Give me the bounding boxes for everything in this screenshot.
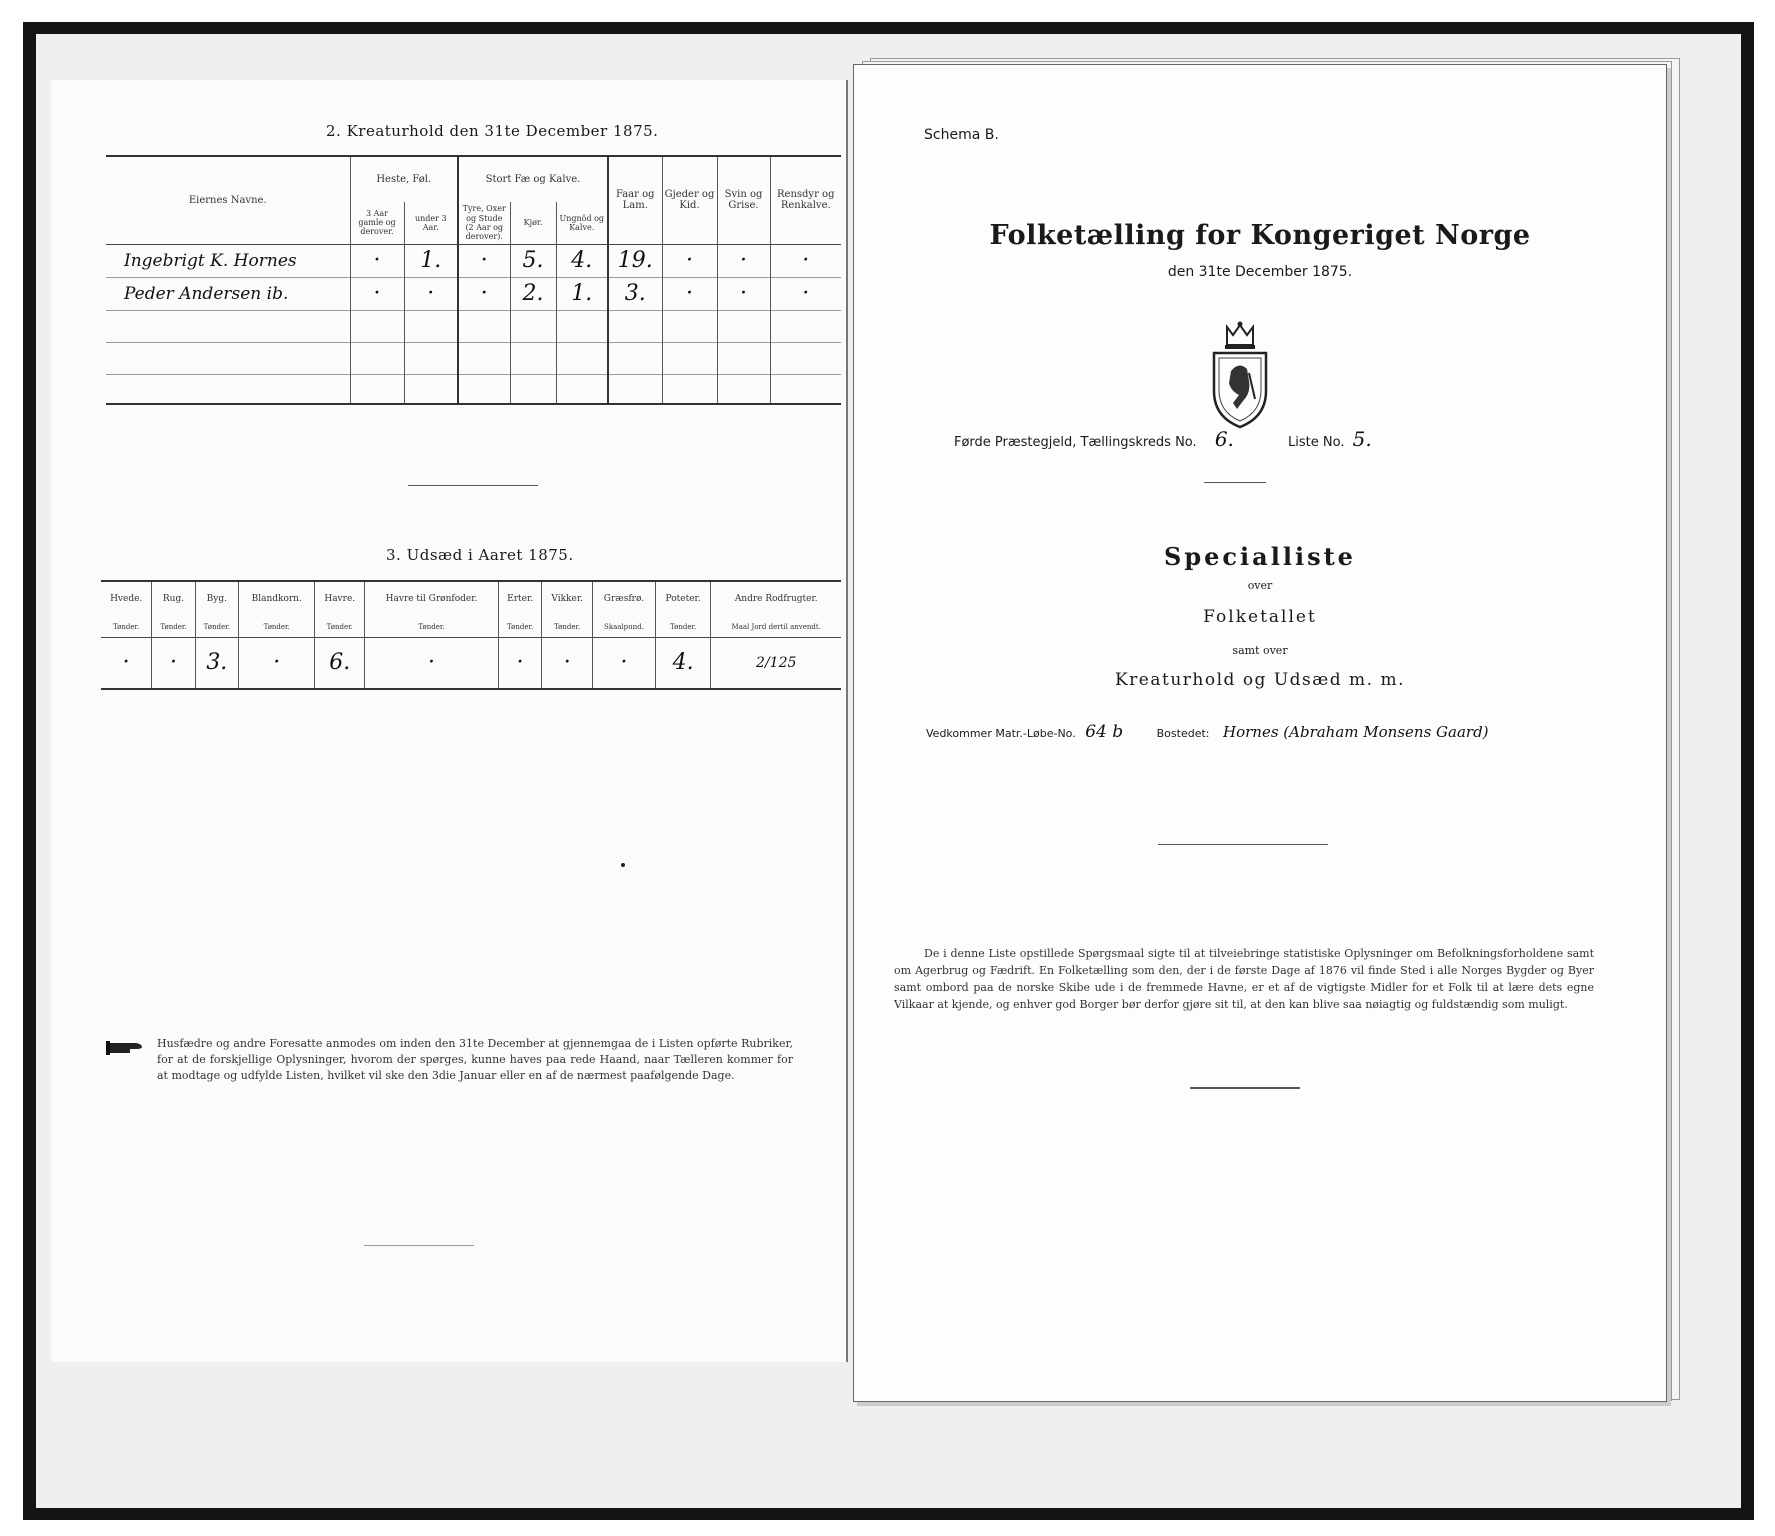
goats-header: Gjeder og Kid. [662,156,717,244]
divider [1190,1087,1300,1089]
district-value: 6. [1214,427,1234,451]
cell: · [717,244,770,277]
cell: 1. [556,277,608,310]
district-label: Tællingskreds No. [1080,435,1197,450]
cell: 19. [608,244,662,277]
seed-crop-header: Havre. [315,581,365,617]
sheep-header: Faar og Lam. [608,156,662,244]
owner-name: Ingebrigt K. Hornes [124,250,297,271]
over-label: over [1247,579,1273,592]
seed-crop-header: Havre til Grønfoder. [365,581,499,617]
cell: 4. [556,244,608,277]
pointing-hand-icon [106,1039,146,1057]
cell: · [770,277,841,310]
cell: 1. [404,244,458,277]
folketallet-label: Folketallet [1203,607,1317,627]
norway-coat-of-arms-icon [1209,321,1271,431]
cows-header: Kjør. [510,202,556,244]
cell: · [404,277,458,310]
seed-table [101,580,841,690]
seed-unit-header: Tønder. [113,622,140,631]
cell: · [350,244,404,277]
calves-header: Ungnöd og Kalve. [556,202,608,244]
pigs-header: Svin og Grise. [717,156,770,244]
livestock-section-title: 2. Kreaturhold den 31te December 1875. [326,122,659,140]
bulls-header: Tyre, Oxer og Stude (2 Aar og derover). [458,202,510,244]
cell: · [717,277,770,310]
seed-value-cell: 4. [655,637,711,689]
table-row [106,374,841,404]
census-date: den 31te December 1875. [1167,264,1353,280]
cell: 2. [510,277,556,310]
seed-value-cell: 6. [315,637,365,689]
table-row [106,277,841,310]
seed-unit-header: Tønder. [655,617,711,637]
cell: · [350,277,404,310]
seed-unit-header: Tønder. [238,617,315,637]
seed-crop-header: Blandkorn. [238,581,315,617]
horses-header: Heste, Føl. [350,156,458,202]
seed-crop-header: Rug. [152,581,195,617]
seed-unit-header: Tønder. [315,617,365,637]
seed-unit-header: Tønder. [542,617,593,637]
parish-label: Førde Præstegjeld, [954,435,1077,450]
seed-value-cell: · [152,637,195,689]
seed-crop-header: Vikker. [542,581,593,617]
seed-crop-header: Poteter. [655,581,711,617]
seed-value-cell: 3. [195,637,238,689]
seed-unit-header: Maal Jord dertil anvendt. [711,617,841,637]
seed-unit-header: Tønder. [195,617,238,637]
cell: · [662,244,717,277]
explanation-paragraph: De i denne Liste opstillede Spørgsmaal sigte til at tilveiebringe statistiske Oplysninger om Befolkningsforholdene samt om Agerbrug og Fædrift. En Folketælling som den, der i de første Dage af 1876 vil finde Sted i alle Norges Bygder og Byer samt ombord paa de norske Skibe ude i de fremmede Havne, er et af de vigtigste Midler for et Folk til at lære dets egne Vilkaar at kjende, og enhver god Borger bør derfor gjøre sit til, at den kan blive saa nøiagtig og fuldstændig som muligt. [894,947,1594,1011]
horses-adult-header: 3 Aar gamle og derover. [350,202,404,244]
seed-crop-header: Græsfrø. [593,581,656,617]
owner-name: Peder Andersen ib. [124,283,289,304]
cell: · [458,277,510,310]
seed-section-title: 3. Udsæd i Aaret 1875. [386,546,574,564]
divider [1204,482,1266,483]
seed-crop-header: Andre Rodfrugter. [711,581,841,617]
seed-unit-header: Tønder. [499,617,542,637]
bostedet-label: Bostedet: [1156,727,1210,740]
seed-unit-header: Tønder. [152,617,195,637]
divider [364,1245,474,1246]
cell: 3. [608,277,662,310]
seed-crop-header: Byg. [195,581,238,617]
footnote: Husfædre og andre Foresatte anmodes om inden den 31te December at gjennemgaa de i Listen opførte Rubriker, for at de forskjellige Oplysninger, hvorom der spørges, kunne haves paa rede Haand, naar Tælleren kommer for at modtage og udfylde Listen, hvilket vil ske den 3die Januar eller en af de nærmest paafølgende Dage. [157,1037,793,1082]
reindeer-header: Rensdyr og Renkalve. [770,156,841,244]
horses-young-header: under 3 Aar. [404,202,458,244]
divider [408,485,538,486]
seed-unit-header: Skaalpund. [593,617,656,637]
seed-value-cell: · [365,637,499,689]
list-value: 5. [1352,427,1372,451]
property-line [926,722,1489,742]
ink-dot [621,863,625,867]
cattle-header: Stort Fæ og Kalve. [458,156,608,202]
bostedet-value: Hornes (Abraham Monsens Gaard) [1223,723,1489,741]
kreaturhold-label: Kreaturhold og Udsæd m. m. [1114,670,1405,690]
seed-value-cell: 2/125 [711,637,841,689]
livestock-table [106,155,841,405]
table-row [101,637,841,689]
samt-over-label: samt over [1232,644,1288,657]
table-row [106,244,841,277]
matr-value: 64 b [1085,722,1124,742]
matr-label: Vedkommer Matr.-Løbe-No. [926,727,1076,740]
seed-value-cell: · [542,637,593,689]
table-row [106,342,841,374]
cell: · [458,244,510,277]
seed-value-cell: · [499,637,542,689]
owner-name-header: Eiernes Navne. [106,156,350,244]
seed-value-cell: · [238,637,315,689]
cell: 5. [510,244,556,277]
cell: · [662,277,717,310]
schema-label: Schema B. [924,127,999,143]
seed-crop-header: Hvede. [110,594,143,605]
seed-value-cell: · [122,650,130,676]
seed-value-cell: · [593,637,656,689]
cell: · [770,244,841,277]
specialliste-title: Specialliste [1164,542,1356,571]
seed-unit-header: Tønder. [365,617,499,637]
left-page [51,80,848,1362]
divider [1158,844,1328,845]
list-label: Liste No. [1288,435,1345,450]
right-page [853,64,1667,1402]
seed-crop-header: Erter. [499,581,542,617]
table-row [106,310,841,342]
location-line [954,427,1372,451]
main-title: Folketælling for Kongeriget Norge [989,220,1531,251]
